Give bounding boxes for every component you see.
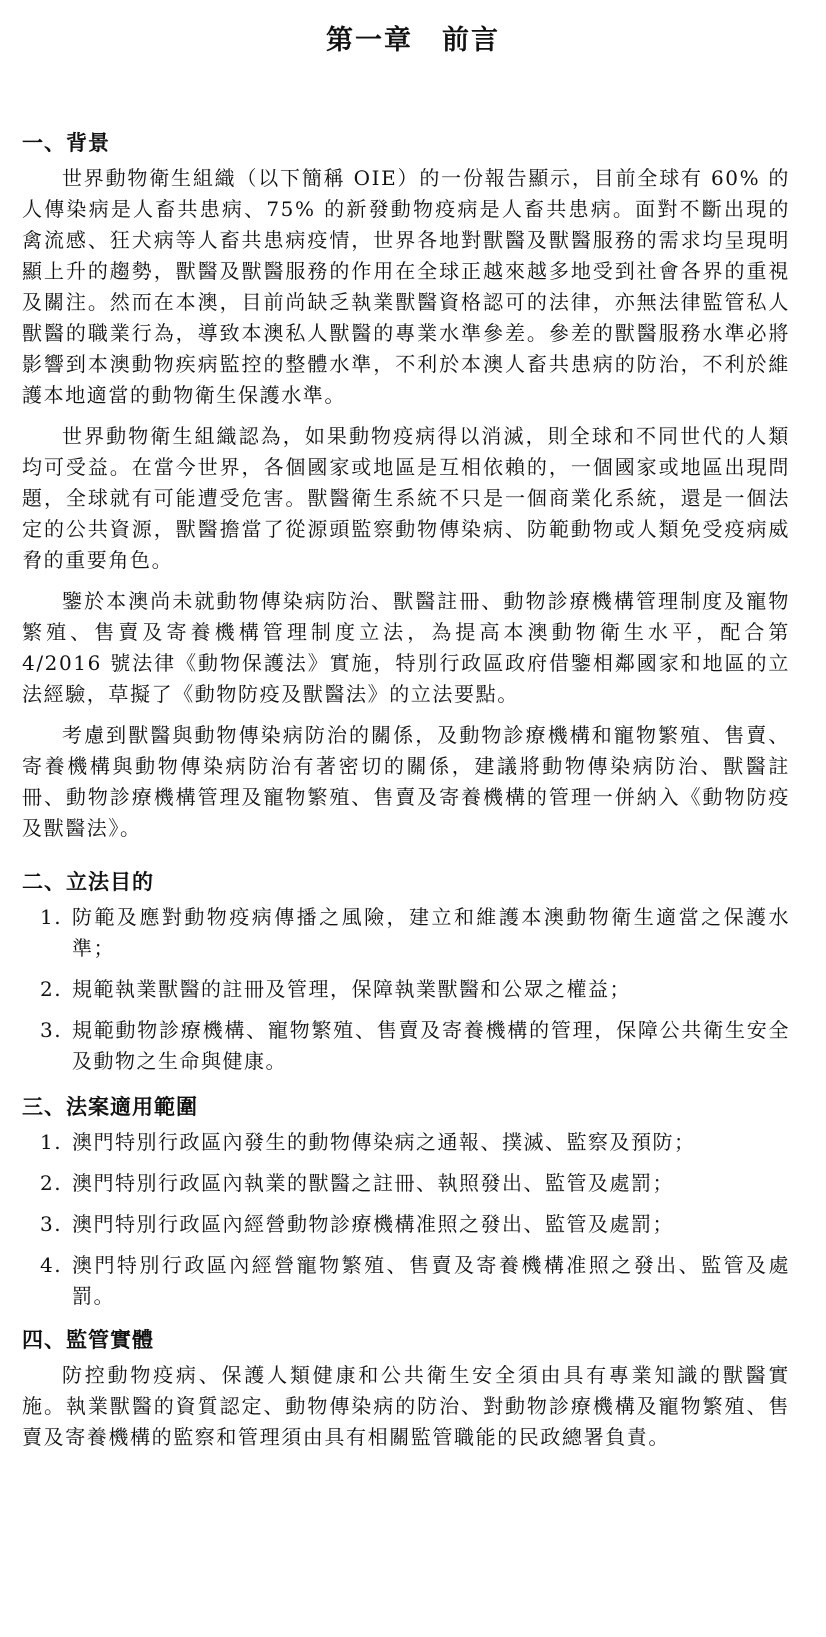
list-text: 澳門特別行政區內執業的獸醫之註冊、執照發出、監管及處罰； xyxy=(72,1171,674,1195)
list-number: 3. xyxy=(40,1018,63,1042)
numbered-list xyxy=(22,902,790,1077)
paragraph: 世界動物衛生組織認為，如果動物疫病得以消滅，則全球和不同世代的人類均可受益。在當今世界，各個國家或地區是互相依賴的，一個國家或地區出現問題，全球就有可能遭受危害。獸醫衛生系統不只是一個商業化系統，還是一個法定的公共資源，獸醫擔當了從源頭監察動物傳染病、防範動物或人類免受疫病威脅的重要角色。 xyxy=(22,424,790,572)
list-item xyxy=(22,902,790,964)
paragraph: 考慮到獸醫與動物傳染病防治的關係，及動物診療機構和寵物繁殖、售賣、寄養機構與動物傳染病防治有著密切的關係，建議將動物傳染病防治、獸醫註冊、動物診療機構管理及寵物繁殖、售賣及寄養機構的管理一併納入《動物防疫及獸醫法》。 xyxy=(22,723,790,840)
list-number: 4. xyxy=(40,1253,63,1277)
list-item xyxy=(22,1250,790,1312)
list-item xyxy=(22,1209,790,1240)
list-item xyxy=(22,1015,790,1077)
list-text: 澳門特別行政區內經營寵物繁殖、售賣及寄養機構准照之發出、監管及處罰。 xyxy=(72,1253,790,1308)
section-background xyxy=(22,127,790,844)
section-legislative-purpose xyxy=(22,866,790,1077)
list-item xyxy=(22,1127,790,1158)
list-text: 防範及應對動物疫病傳播之風險，建立和維護本澳動物衛生適當之保護水準； xyxy=(72,905,790,960)
paragraph: 防控動物疫病、保護人類健康和公共衛生安全須由具有專業知識的獸醫實施。執業獸醫的資質認定、動物傳染病的防治、對動物診療機構及寵物繁殖、售賣及寄養機構的監察和管理須由具有相關監管職能的民政總署負責。 xyxy=(22,1363,790,1449)
section-heading: 四、監管實體 xyxy=(22,1328,154,1352)
numbered-list xyxy=(22,1127,790,1312)
list-number: 1. xyxy=(40,905,63,929)
paragraph: 世界動物衛生組織（以下簡稱 OIE）的一份報告顯示，目前全球有 60% 的人傳染病是人畜共患病、75% 的新發動物疫病是人畜共患病。面對不斷出現的禽流感、狂犬病等人畜共患病疫情，世界各地對獸醫及獸醫服務的需求均呈現明顯上升的趨勢，獸醫及獸醫服務的作用在全球正越來越多地受到社會各界的重視及關注。然而在本澳，目前尚缺乏執業獸醫資格認可的法律，亦無法律監管私人獸醫的職業行為，導致本澳私人獸醫的專業水準參差。參差的獸醫服務水準必將影響到本澳動物疾病監控的整體水準，不利於本澳人畜共患病的防治，不利於維護本地適當的動物衛生保護水準。 xyxy=(22,166,790,407)
list-text: 規範動物診療機構、寵物繁殖、售賣及寄養機構的管理，保障公共衛生安全及動物之生命與健康。 xyxy=(72,1018,790,1073)
section-heading: 二、立法目的 xyxy=(22,870,154,894)
list-text: 澳門特別行政區內發生的動物傳染病之通報、撲滅、監察及預防； xyxy=(72,1130,696,1154)
list-number: 2. xyxy=(40,1171,63,1195)
section-heading: 一、背景 xyxy=(22,131,110,155)
list-number: 2. xyxy=(40,977,63,1001)
list-text: 規範執業獸醫的註冊及管理，保障執業獸醫和公眾之權益； xyxy=(72,977,631,1001)
chapter-title: 第一章 前言 xyxy=(326,25,500,56)
section-scope xyxy=(22,1091,790,1312)
section-heading: 三、法案適用範圍 xyxy=(22,1095,198,1119)
list-item xyxy=(22,1168,790,1199)
section-regulatory-entity xyxy=(22,1324,790,1453)
list-number: 1. xyxy=(40,1130,63,1154)
list-item xyxy=(22,974,790,1005)
paragraph: 鑒於本澳尚未就動物傳染病防治、獸醫註冊、動物診療機構管理制度及寵物繁殖、售賣及寄養機構管理制度立法，為提高本澳動物衛生水平，配合第 4/2016 號法律《動物保護法》實施，特別行政區政府借鑒相鄰國家和地區的立法經驗，草擬了《動物防疫及獸醫法》的立法要點。 xyxy=(22,589,790,706)
list-number: 3. xyxy=(40,1212,63,1236)
list-text: 澳門特別行政區內經營動物診療機構准照之發出、監管及處罰； xyxy=(72,1212,674,1236)
